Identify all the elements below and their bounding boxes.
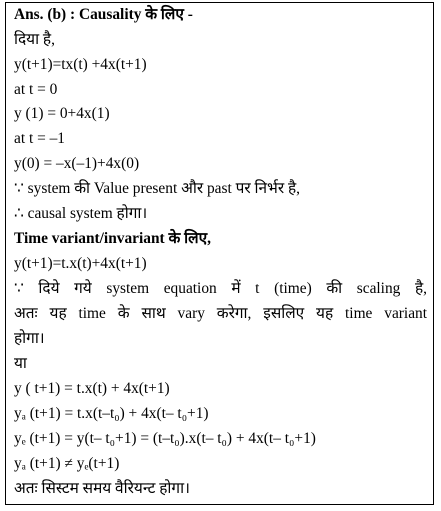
equation-line: yₐ (t+1) = t.x(t–t₀) + 4x(t– t₀+1) <box>14 405 209 422</box>
equation-line: y (1) = 0+4x(1) <box>14 105 110 122</box>
equation-line: y(0) = –x(–1)+4x(0) <box>14 155 140 172</box>
text-line: ∴ causal system होगा। <box>14 205 148 222</box>
text-line: दिया है, <box>14 31 55 48</box>
equation-line: y(t+1)=t.x(t)+4x(t+1) <box>14 255 147 272</box>
text-line: या <box>14 355 27 372</box>
text-line: होगा। <box>14 330 45 347</box>
causality-heading: Ans. (b) : Causality के लिए - <box>14 6 193 23</box>
equation-line: yₐ (t+1) ≠ yₑ(t+1) <box>14 455 120 472</box>
equation-line: y(t+1)=tx(t) +4x(t+1) <box>14 56 147 73</box>
text-line: अतः यह time के साथ vary करेगा, इसलिए यह time variant <box>14 305 427 322</box>
equation-line: y ( t+1) = t.x(t) + 4x(t+1) <box>14 380 170 397</box>
text-line: at t = 0 <box>14 81 58 98</box>
answer-box <box>5 2 434 505</box>
text-line: at t = –1 <box>14 130 65 147</box>
conclusion-line: अतः सिस्टम समय वैरियन्ट होगा। <box>14 480 190 497</box>
time-variance-heading: Time variant/invariant के लिए, <box>14 230 211 247</box>
equation-line: yₑ (t+1) = y(t– t₀+1) = (t–t₀).x(t– t₀) + 4x(t– t₀+1) <box>14 430 316 447</box>
text-line: ∵ system की Value present और past पर निर्भर है, <box>14 180 300 197</box>
text-line: ∵ दिये गये system equation में t (time) की scaling है, <box>14 280 427 297</box>
